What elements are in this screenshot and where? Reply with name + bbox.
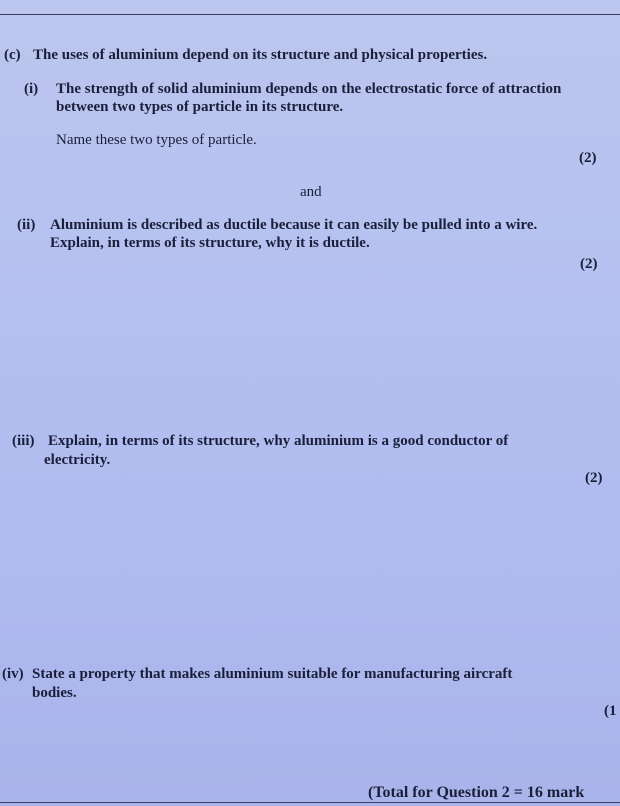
question-iv-line1: State a property that makes aluminium suitable for manufacturing aircraft [32,666,513,682]
bottom-rule [0,802,620,803]
question-iii-label: (iii) [12,433,35,449]
question-iii-marks: (2) [585,470,603,486]
question-ii-label: (ii) [17,217,36,233]
part-c-text: The uses of aluminium depend on its structure and physical properties. [33,47,488,63]
question-iv-marks: (1 [604,703,617,719]
question-iv-label: (iv) [2,666,24,682]
question-iv-line2: bodies. [32,685,77,701]
question-iii-line1: Explain, in terms of its structure, why aluminium is a good conductor of [48,433,509,449]
question-ii-marks: (2) [580,256,598,272]
question-i-marks: (2) [579,150,597,166]
question-ii-line1: Aluminium is described as ductile because it can easily be pulled into a wire. [50,217,538,233]
question-iii-line2: electricity. [44,452,111,468]
question-i-label: (i) [24,81,39,97]
question-i-line2: between two types of particle in its structure. [56,99,344,115]
question-i-prompt: Name these two types of particle. [56,132,257,148]
question-ii-line2: Explain, in terms of its structure, why it is ductile. [50,235,370,251]
question-i-line1: The strength of solid aluminium depends on the electrostatic force of attraction [56,81,562,97]
total-marks: (Total for Question 2 = 16 mark [368,784,585,801]
part-c-label: (c) [4,47,21,63]
top-rule [0,14,620,15]
question-i-and: and [300,184,322,200]
